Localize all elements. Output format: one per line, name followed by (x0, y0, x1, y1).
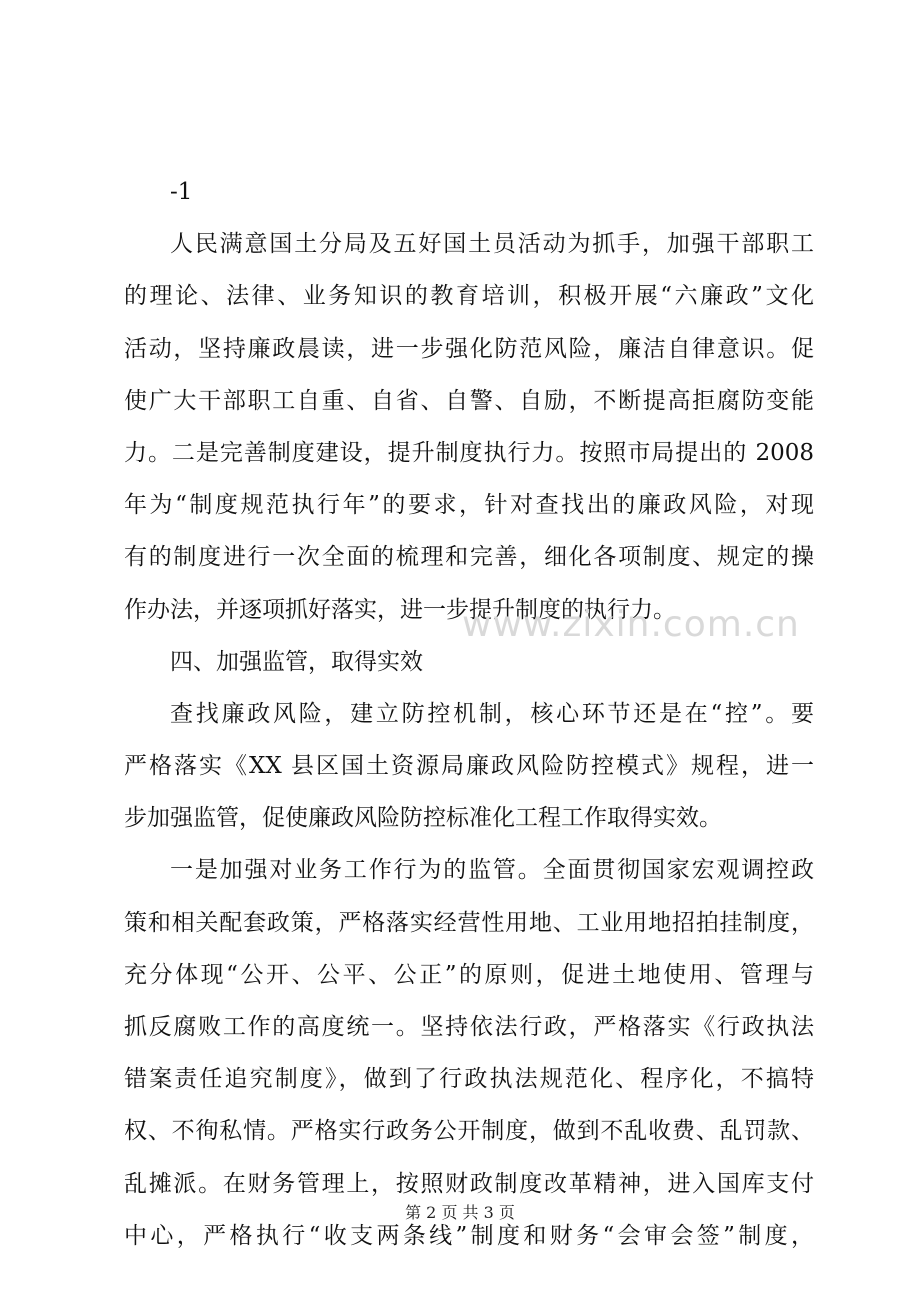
document-body (124, 166, 814, 1262)
paragraph-line: 活动，坚持廉政晨读，进一步强化防范风险，廉洁自律意识。促 (124, 335, 814, 362)
paragraph-line: 抓反腐败工作的高度统一。坚持依法行政，严格落实《行政执法 (124, 1014, 814, 1040)
paragraph-line: 有的制度进行一次全面的梳理和完善，细化各项制度、规定的操 (124, 544, 814, 571)
paragraph-line: 步加强监管，促使廉政风险防控标准化工程工作取得实效。 (124, 805, 722, 832)
paragraph-line: 人民满意国土分局及五好国土员活动为抓手，加强干部职工 (170, 231, 814, 258)
paragraph-line: 年为“制度规范执行年”的要求，针对查找出的廉政风险，对现 (124, 492, 814, 519)
paragraph-line: 策和相关配套政策，严格落实经营性用地、工业用地招拍挂制度， (124, 909, 814, 936)
paragraph-line: 充分体现“公开、公平、公正”的原则，促进土地使用、管理与 (124, 961, 814, 988)
paragraph-line: 力。二是完善制度建设，提升制度执行力。按照市局提出的 2008 (124, 439, 814, 466)
page-footer: 第 2 页 共 3 页 (405, 1203, 515, 1222)
paragraph-line: 查找廉政风险，建立防控机制，核心环节还是在“控”。要 (170, 700, 814, 727)
paragraph-line: 错案责任追究制度》，做到了行政执法规范化、程序化，不搞特 (124, 1066, 814, 1093)
paragraph-line: 严格落实《XX 县区国土资源局廉政风险防控模式》规程，进一 (124, 753, 814, 780)
paragraph-line: 权、不徇私情。严格实行政务公开制度，做到不乱收费、乱罚款、 (124, 1118, 814, 1145)
paragraph-line: 作办法，并逐项抓好落实，进一步提升制度的执行力。 (124, 596, 676, 623)
paragraph-line: 中心，严格执行“收支两条线”制度和财务“会审会签”制度， (124, 1222, 814, 1249)
paragraph-line: 的理论、法律、业务知识的教育培训，积极开展“六廉政”文化 (124, 283, 814, 310)
paragraph-line: 乱摊派。在财务管理上，按照财政制度改革精神，进入国库支付 (124, 1170, 814, 1197)
paragraph-line: 使广大干部职工自重、自省、自警、自励，不断提高拒腐防变能 (124, 387, 814, 414)
watermark: www.zixin.com.cn (462, 604, 800, 645)
page-marker: -1 (170, 179, 193, 205)
paragraph-line: 一是加强对业务工作行为的监管。全面贯彻国家宏观调控政 (170, 857, 814, 884)
section-heading: 四、加强监管，取得实效 (170, 648, 423, 675)
